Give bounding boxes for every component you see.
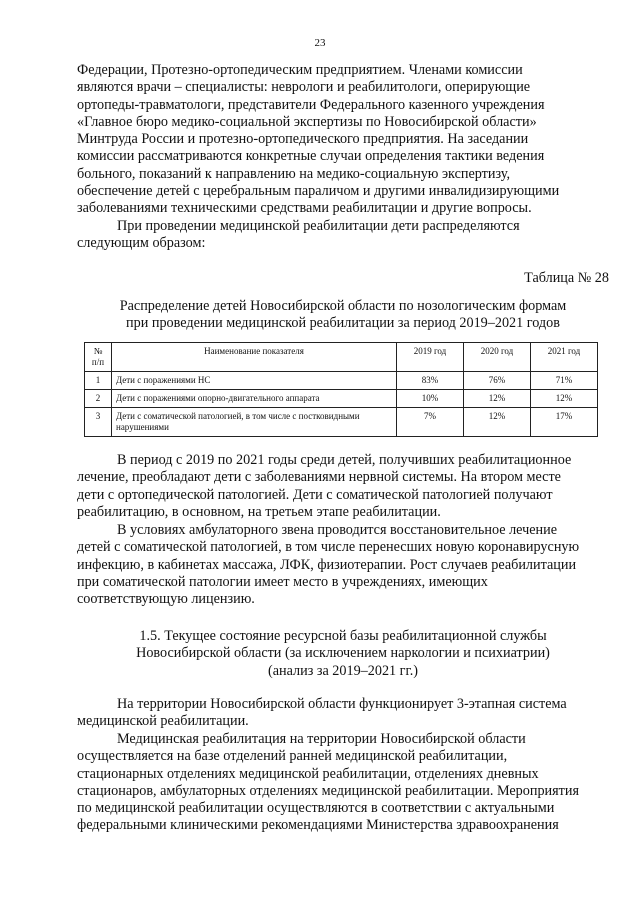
table-header-row bbox=[85, 343, 598, 372]
cell-name: Дети с соматической патологией, в том числе с постковидными нарушениями bbox=[112, 408, 397, 437]
text-line: Федерации, Протезно-ортопедическим предприятием. Членами комиссии bbox=[77, 62, 523, 78]
text-line: (анализ за 2019–2021 гг.) bbox=[267, 662, 418, 679]
text-line: осуществляется на базе отделений ранней медицинской реабилитации, bbox=[77, 748, 508, 765]
header-number: № п/п bbox=[85, 343, 112, 372]
cell-2019: 10% bbox=[397, 390, 464, 408]
cell-2020: 76% bbox=[464, 372, 531, 390]
text-line: комиссии рассматриваются конкретные случаи определения тактики ведения bbox=[77, 148, 545, 165]
paragraph-distribution-intro bbox=[77, 218, 609, 253]
cell-2021: 12% bbox=[531, 390, 598, 408]
page-number: 23 bbox=[314, 37, 326, 49]
text-line: обеспечение детей с церебральным параличом и другими инвалидизирующими bbox=[77, 183, 560, 200]
paragraph-commission bbox=[77, 62, 609, 218]
text-line: На территории Новосибирской области функционирует 3-этапная система bbox=[117, 696, 567, 712]
cell-2020: 12% bbox=[464, 408, 531, 437]
header-2019: 2019 год bbox=[397, 343, 464, 372]
table-row bbox=[85, 372, 598, 390]
text-line: «Главное бюро медико-социальной экспертизы по Новосибирской области» bbox=[77, 113, 537, 130]
text-line: 1.5. Текущее состояние ресурсной базы реабилитационной службы bbox=[139, 628, 547, 644]
text-line: заболеваниями техническими средствами реабилитации и другие вопросы. bbox=[77, 200, 532, 217]
text-line: по медицинской реабилитации осуществляются в соответствии с актуальными bbox=[77, 800, 555, 817]
cell-number: 2 bbox=[85, 390, 112, 408]
text-line: следующим образом: bbox=[77, 235, 206, 252]
cell-2019: 7% bbox=[397, 408, 464, 437]
cell-name: Дети с поражениями НС bbox=[112, 372, 397, 390]
text-line: детей с соматической патологией, в том числе перенесших новую коронавирусную bbox=[77, 539, 580, 556]
text-line: ортопеды-травматологи, представители Федерального казенного учреждения bbox=[77, 96, 545, 113]
text-line: федеральными клиническими рекомендациями Министерства здравоохранения bbox=[77, 817, 559, 834]
text-line: Новосибирской области (за исключением наркологии и психиатрии) bbox=[136, 645, 550, 662]
paragraph-rehab-base bbox=[77, 731, 609, 835]
paragraph-outpatient bbox=[77, 522, 609, 608]
paragraph-period-analysis bbox=[77, 452, 609, 521]
table-row bbox=[85, 390, 598, 408]
cell-number: 1 bbox=[85, 372, 112, 390]
header-2020: 2020 год bbox=[464, 343, 531, 372]
paragraph-three-stage bbox=[77, 696, 609, 731]
cell-2021: 71% bbox=[531, 372, 598, 390]
table-row bbox=[85, 408, 598, 437]
text-line: Распределение детей Новосибирской области по нозологическим формам bbox=[119, 298, 567, 314]
text-line: стационарных отделениях медицинской реабилитации, отделениях дневных bbox=[77, 765, 539, 782]
text-line: при соматической патологии имеет место в учреждениях, имеющих bbox=[77, 573, 488, 590]
section-heading bbox=[77, 628, 609, 680]
text-line: стационаров, амбулаторных отделениях медицинской реабилитации. Мероприятия bbox=[77, 782, 579, 799]
table-label: Таблица № 28 bbox=[524, 270, 609, 286]
text-line: соответствующую лицензию. bbox=[77, 591, 255, 608]
cell-number: 3 bbox=[85, 408, 112, 437]
text-line: инфекцию, в кабинетах массажа, ЛФК, физиотерапии. Рост случаев реабилитации bbox=[77, 556, 577, 573]
header-2021: 2021 год bbox=[531, 343, 598, 372]
text-line: при проведении медицинской реабилитации за период 2019–2021 годов bbox=[126, 315, 560, 332]
table-title bbox=[77, 298, 609, 333]
text-line: лечение, преобладают дети с заболеваниями нервной системы. На втором месте bbox=[77, 469, 561, 486]
header-name: Наименование показателя bbox=[112, 343, 397, 372]
text-line: В условиях амбулаторного звена проводится восстановительное лечение bbox=[117, 522, 558, 538]
text-line: дети с ортопедической патологией. Дети с соматической патологией получают bbox=[77, 486, 553, 503]
nosology-table bbox=[84, 342, 598, 437]
cell-2021: 17% bbox=[531, 408, 598, 437]
text-line: В период с 2019 по 2021 годы среди детей, получивших реабилитационное bbox=[117, 452, 572, 468]
text-line: являются врачи – специалисты: неврологи и реабилитологи, оперирующие bbox=[77, 79, 531, 96]
cell-2019: 83% bbox=[397, 372, 464, 390]
text-line: Медицинская реабилитация на территории Новосибирской области bbox=[117, 731, 526, 747]
text-line: реабилитацию, в основном, на третьем этапе реабилитации. bbox=[77, 503, 441, 520]
text-line: При проведении медицинской реабилитации дети распределяются bbox=[117, 218, 520, 234]
cell-name: Дети с поражениями опорно-двигательного аппарата bbox=[112, 390, 397, 408]
text-line: Минтруда России и протезно-ортопедического предприятия. На заседании bbox=[77, 131, 529, 148]
text-line: медицинской реабилитации. bbox=[77, 713, 249, 730]
text-line: больного, показаний к направлению на медико-социальную экспертизу, bbox=[77, 165, 510, 182]
cell-2020: 12% bbox=[464, 390, 531, 408]
